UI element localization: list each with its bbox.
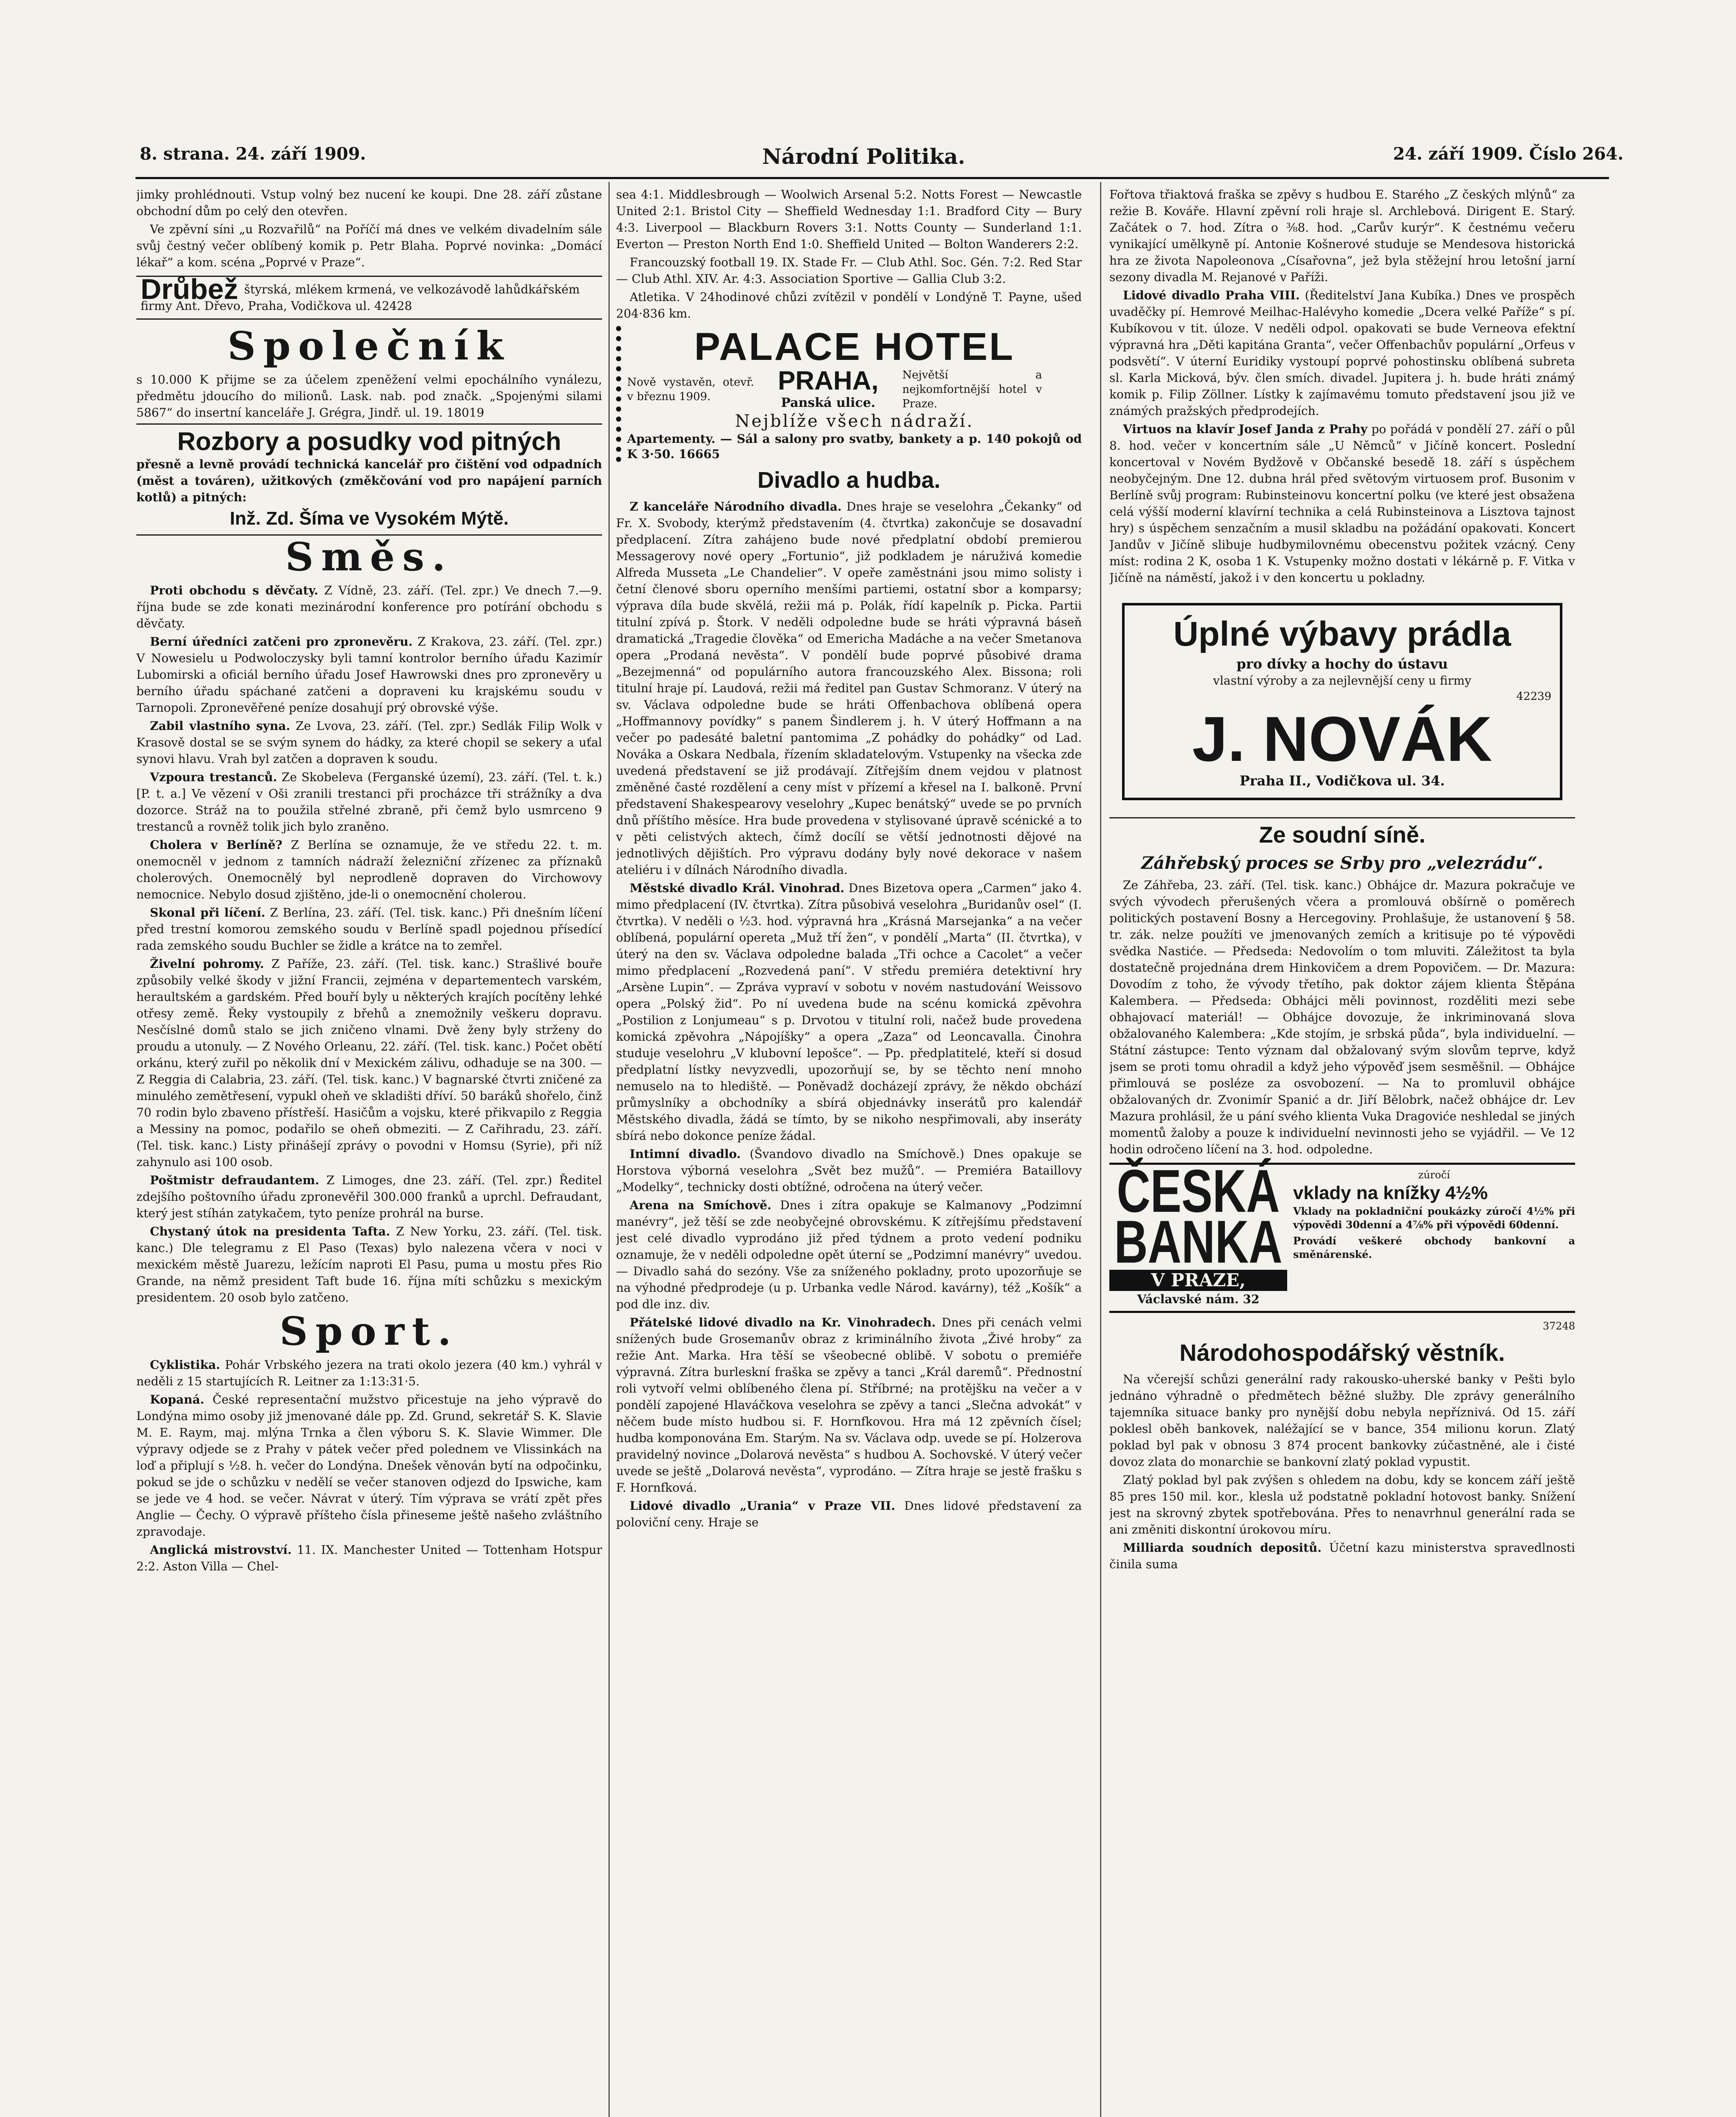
ad-sign: Inž. Zd. Šíma ve Vysokém Mýtě. xyxy=(229,508,509,529)
item-title: Proti obchodu s děvčaty. xyxy=(150,583,318,597)
item-title: Zabil vlastního syna. xyxy=(150,719,290,733)
ad-rozbory xyxy=(136,423,602,530)
item-text: (Švandovo divadlo na Smíchově.) Dnes opakuje se Horstova výborná veselohra „Svět bez mužů“. — Premiéra Bataillovy „Modelky“, technicky dosti obtížné, odročena na úterý večer. xyxy=(616,1147,1082,1194)
item-text: po pořádá v pondělí 27. září o půl 8. hod. večer v koncertním sále „U Němců“ v Jičíně koncert. Poslední koncertoval v Novém Bydžově v Občanské besedě 18. září s úspěchem neobyčejným. Dne 12. dubna hrál před světovým virtuosem prof. Busonim v Berlíně svůj program: Rubinsteinovu koncertní polku (ve které jest obsažena celá výšší moderní klavírní technika a celá Rubinsteinova a Lisztova tajnost hry) s úspěchem senzačním a musil skladbu na požádání opakovati. Koncert Jandův v Jičíně slibuje hudbymilovnému obecenstvu požitek vzácný. Ceny míst: rodina 2 K, osoba 1 K. Vstupenky možno dostati v lékárně p. F. Vitka v Jičíně na náměstí, jakož i v den koncertu u pokladny. xyxy=(1109,422,1575,585)
paragraph: Na včerejší schůzi generální rady rakousko-uherské banky v Pešti bylo jednáno výhradně o předmětech běžné služby. Dle zprávy generálního tajemníka situace banky pro nynější dobu nebyla nepříznivá. Od 15. září poklesl oběh bankovek, naléžající se v bance, 354 milionu korun. Zlatý poklad byl pak v obnosu 3 874 procent bankovky zúčastněné, ale i čisté dovoz zlata do monarchie se bankovní zlatý poklad vypustit. xyxy=(1109,1372,1575,1469)
header-right: 24. září 1909. Číslo 264. xyxy=(1393,144,1624,164)
item-text: Z Berlína se oznamuje, že ve středu 22. t. m. onemocněl v jednom z tamních nádraží železniční zřízenec za příznaků cholerových. Onemocnělý byl neprodleně dopraven do Virchowovy nemocnice. Nebylo dosud zjištěno, jde-li o onemocnění cholerou. xyxy=(136,838,602,901)
ad-text: Vklady na pokladniční poukázky zúročí 4½% při výpovědi 30denní a 4⅞% při výpovědi 60denní. xyxy=(1293,1205,1575,1231)
paragraph: Zlatý poklad byl pak zvýšen s ohledem na dobu, kdy se koncem září ještě 85 pres 150 mil. kor., klesla už podstatně pokladní hotovost banky. Snížení jest na skrovný zbytek spotřebována. Přes to nenavrhnul generální rada se ani změniti diskontní úrokovou míru. xyxy=(1109,1473,1575,1537)
ad-ceska-banka xyxy=(1109,1157,1575,1313)
item-text: Z Krakova, 23. září. (Tel. zpr.) V Nowesielu u Podwoloczysky byli tamní kontrolor berního úřadu Kazimír Lubomirski a oficiál berního úřadu Josef Hawrowski dnes pro zpronevěry u berního úřadu spáchané zatčeni a dopraveni ku krajskému soudu v Tarnopoli. Zpronevěřené peníze dosahují prý obrovské výše. xyxy=(136,635,602,715)
item-text: Z Vídně, 23. září. (Tel. zpr.) Ve dnech 7.—9. října bude se zde konati mezinárodní konference pro potírání obchodu s děvčaty. xyxy=(136,583,602,630)
ad-line: vlastní výroby a za nejlevnější ceny u firmy xyxy=(1213,674,1471,688)
ad-text: přesně a levně provádí technická kancelář pro čištění vod odpadních (měst a továren), užitkových (změkčování vod pro napájení parních kotlů) a pitných: xyxy=(136,457,602,504)
news-item xyxy=(616,1146,1082,1195)
item-title: Z kanceláře Národního divadla. xyxy=(630,500,842,514)
divadlo-list xyxy=(616,498,1082,1531)
smes-list xyxy=(136,582,602,1306)
ad-title: BANKA xyxy=(1114,1208,1283,1276)
ad-rate: vklady na knížky 4½% xyxy=(1293,1183,1488,1203)
item-title: Arena na Smíchově. xyxy=(630,1198,771,1212)
paragraph: Ve zpěvní síni „u Rozvařilů“ na Poříčí má dnes ve velkém divadelním sále svůj čestný večer oblíbený komik p. Petr Blaha. Poprvé novinka: „Domácí lékař“ a kom. scéna „Poprvé v Praze“. xyxy=(136,222,602,269)
item-text: Ze Lvova, 23. září. (Tel. zpr.) Sedlák Filip Wolk v Krasově dostal se se svým synem do hádky, za které chopil se sekery a uťal synovi hlavu. Vrah byl zatčen a dopraven k soudu. xyxy=(136,719,602,766)
item-text: Z Limoges, dne 23. září. (Tel. zpr.) Ředitel zdejšího poštovního úřadu zpronevěřil 300.000 franků a uprchl. Defraudant, který jest stíhán zatykačem, tyto peníze prohrál na burse. xyxy=(136,1173,602,1220)
item-title: Cholera v Berlíně? xyxy=(150,838,282,852)
ad-title: Společník xyxy=(227,323,511,369)
column-2 xyxy=(616,186,1082,1532)
ad-lead: zúročí xyxy=(1418,1169,1450,1181)
item-text: Ze Skobeleva (Ferganské území), 23. září. (Tel. t. k.) [P. t. a.] Ve vězení v Oši zranili trestanci při procházce tři strážníky a dva dozorce. Stráž na to použila střelné zbraně, při čemž bylo usmrceno 9 trestanců a rovněž tolik jich bylo zraněno. xyxy=(136,770,602,834)
news-item xyxy=(136,1172,602,1222)
paragraph xyxy=(1109,421,1575,586)
news-item xyxy=(616,1314,1082,1496)
item-text: Pohár Vrbského jezera na trati okolo jezera (40 km.) vyhrál v neděli z 15 startujících R. Leitner za 1:13:31·5. xyxy=(136,1358,602,1388)
section-divadlo-title: Divadlo a hudba. xyxy=(757,467,941,493)
ad-sub: pro dívky a hochy do ústavu xyxy=(1236,656,1448,672)
item-title: Živelní pohromy. xyxy=(150,957,264,971)
item-title: Městské divadlo Král. Vinohrad. xyxy=(630,881,845,895)
ad-palace-hotel xyxy=(616,326,1082,462)
item-title: Cyklistika. xyxy=(150,1358,220,1372)
paragraph: Fořtova třiaktová fraška se zpěvy s hudbou E. Starého „Z českých mlýnů“ za režie B. Kováře. Hlavní zpěvní roli hraje sl. Archlebová. Dirigent E. Starý. Začátek o 7. hod. Zítra o ⅜8. hod. „Carův kurýr“. K čestnému večeru vynikající umělkyně pí. Antonie Košnerové studuje se Mendesova historická hra ze života Napoleonova „Císařovna“, jež byla stěžejní hrou letošní jarní sezony divadla M. Rejanové v Paříži. xyxy=(1109,188,1575,284)
ad-address: Václavské nám. 32 xyxy=(1137,1292,1260,1306)
section-soud-subtitle: Záhřebský proces se Srby pro „velezrádu“. xyxy=(1141,853,1543,873)
paragraph: Atletika. V 24hodinové chůzi zvítězil v pondělí v Londýně T. Payne, ušed 204·836 km. xyxy=(616,290,1082,321)
paragraph xyxy=(1109,287,1575,419)
ad-title: PALACE HOTEL xyxy=(694,325,1015,368)
item-text: Dnes lidové představení za poloviční ceny. Hraje se xyxy=(616,1499,1082,1529)
ad-bottom: Apartementy. — Sál a salony pro svatby, bankety a p. 140 pokojů od K 3·50. 16665 xyxy=(627,432,1082,461)
item-text: 11. IX. Manchester United — Tottenham Hotspur 2:2. Aston Villa — Chel- xyxy=(136,1543,602,1573)
item-title: Intimní divadlo. xyxy=(630,1147,741,1161)
news-item xyxy=(136,582,602,632)
ad-title: Drůbež xyxy=(141,273,238,305)
paragraph: Ze Záhřeba, 23. září. (Tel. tisk. kanc.) Obhájce dr. Mazura pokračuje ve svých vývodech přerušených včera a promlouvá obšírně o poměrech politických postavení Bosny a Hercegoviny. Prohlašuje, že ustanovení § 58. tr. zák. nelze použíti ve jmenovaných zemích a kritisuje po té výpovědi svědka Nastiće. — Předseda: Nedovolím o tom mluviti. Záležitost ta byla dostatečně projednána drem Hinkovičem a drem Popovičem. — Dr. Mazura: Dovodím z toho, že vývody třetího, pak doktor zájem klienta Štěpána Kalembera. — Předseda: Obhájci měli povinnost, rozděliti mezi sebe obhajovací materiál! — Obhájce dovozuje, že inkriminovaná slova obžalovaného Kalembera: „Kde stojím, je srbská půda“, byla individuelní. — Státní zástupce: Tento význam dal obžalovaný svým slovům teprve, když jsem se proti tomu ohradil a když jeho výpověď jsem sesměšnil. — Obhájce přimlouvá se posléze za osvobození. — Na to promluvil obhájce obžalovaných dr. Zvonimír Spanić a dr. Jiří Bělobrk, načež obhájce dr. Lev Mazura prohlásil, že u pání svého klienta Vuka Dragoviće neshledal se jiných momentů žaloby a pouze k individuelní nevinnosti jeho se vyjádřil. — Ve 12 hodin odročeno líčení na 3. hod. odpoledne. xyxy=(1109,878,1575,1156)
section-smes-title: Směs. xyxy=(136,534,602,578)
ad-novak xyxy=(1122,603,1562,800)
item-title: Chystaný útok na presidenta Tafta. xyxy=(150,1224,390,1238)
ad-city: PRAHA, xyxy=(778,366,879,395)
ad-number: 37248 xyxy=(1542,1320,1575,1332)
header-rule xyxy=(135,177,1609,179)
item-text: Dnes Bizetova opera „Carmen“ jako 4. mimo předplacení (IV. čtvrtka). Zítra působivá veselohra „Buridanův osel“ (I. čtvrtka). V neděli o ½3. hod. výpravná hra „Krásná Marsejanka“ a na večer oblíbená, populární opereta „Muž tří žen“, v pondělí „Marta“ (II. čtvrtka), v úterý na den sv. Václava odpoledne balada „Tři ochce a Cacolet“ a večer mimo předplacení „Rozvedená paní“. V středu premiéra detektivní hry „Arsène Lupin“. — Zpráva vypraví v sobotu v novém nastudování Weissovo opera „Polský žid“. Po ní uvedena bude na scénu komická zpěvohra „Postilion z Lonjumeau“ s p. Drvotou v titulní roli, načež bude provedena komická zpěvohra „Nápojíšky“ a opera „Zaza“ od Leoncavalla. Činohra studuje veselohru „V klubovní lepošce“. — Pp. předplatitelé, kteří si dosud předplatní lístky nevyzvedli, upozorňují se, by se těchto není mnoho nemuselo na to hlediště. — Poněvadž docházejí zprávy, že někdo obchází průmyslníky a obchodníky a sbírá objednávky inserátů pro kalendář Městského divadla, žádá se tímto, by se nikoho nespřimovali, aby inseráty sbírá nebo dokonce peníze žádal. xyxy=(616,881,1082,1143)
item-text: Z New Yorku, 23. září. (Tel. tisk. kanc.) Dle telegramu z El Paso (Texas) bylo nalezena včera v noci v mexickém městě Juarezu, ležícím naproti El Pasu, puma u mostu přes Rio Grande, na němž president Taft bude 16. října míti schůzku s mexickým presidentem. 20 osob bylo zatčeno. xyxy=(136,1224,602,1304)
ad-text: s 10.000 K přijme se za účelem zpeněžení velmi epochálního vynálezu, předmětu jdoucího do milionů. Lask. nab. pod značk. „Spojenými silami 5867“ do insertní kanceláře J. Grégra, Jindř. ul. 19. 18019 xyxy=(136,373,602,420)
news-item xyxy=(136,956,602,1170)
news-item xyxy=(136,1357,602,1390)
news-item xyxy=(616,1197,1082,1313)
item-title: Poštmistr defraudantem. xyxy=(150,1173,319,1187)
news-item xyxy=(616,1498,1082,1531)
item-text: Dnes při cenách velmi snížených bude Grosemanův obraz z kriminálního života „Živé hroby“ za režie Ant. Marka. Hra těší se všeobecné oblibě. V sobotu o premiéře výpravná. Zítra burleskní fraška se zpěvy a tanci „Král daremů“. Přednostní roli vytvoří velmi oblíbeného člena pí. Stříbrné; na protějšku na večer a v pondělí zapojené Hlaváčkova veselohra se zpěvy a tanci „Slečna advokát“ v něčem bude místo hudbou si. F. Hornfkovou. Hra má 12 zpěvních čísel; hudba komponována Em. Starým. Na sv. Václava odp. uvede se pí. Holzerova pravidelný novince „Dolarová nevěsta“ s hudbou A. Sochovské. V úterý večer uvede se ještě „Dolarová nevěsta“, vyprodáno. — Zítra hraje se jestě frašku s F. Hornfková. xyxy=(616,1316,1082,1495)
ad-drubez xyxy=(136,273,602,320)
ad-text: Nově vystavěn, otevř. v březnu 1909. xyxy=(627,376,754,403)
column-divider xyxy=(608,182,610,2117)
section-vestnik-title: Národohospodářský věstník. xyxy=(1179,1339,1505,1366)
item-title: Vzpoura trestanců. xyxy=(150,770,277,784)
news-item xyxy=(136,633,602,716)
news-item xyxy=(136,1542,602,1575)
item-text: České representační mužstvo přicestuje na jeho výpravě do Londýna mimo osoby již jmenované dále pp. Zd. Grund, sekretář S. K. Slavie M. E. Raym, maj. mlýna Trnka a člen výboru S. K. Slavie Wimmer. Dle výpravy odjede se z Prahy v pátek večer před polednem ve Vlissinkách na loď a připlují s ½8. h. večer do Londýna. Dnešek věnován bytí na odpočinku, pokud se jde o schůzku v nedělí se večer stanoven odjezd do Ipswiche, kam se jede ve 4 hod. se večer. Návrat v úterý. Tím výprava se vrátí zpět přes Anglie — Čechy. O výpravě příšteho čísla přineseme ještě našeho zvláštního zpravodaje. xyxy=(136,1393,602,1539)
sport-list xyxy=(136,1357,602,1575)
ad-name: J. NOVÁK xyxy=(1192,703,1493,774)
column-1 xyxy=(136,186,602,1576)
ad-number: 42239 xyxy=(1516,690,1551,703)
header-title: Národní Politika. xyxy=(762,144,965,169)
item-text: Z Berlína, 23. září. (Tel. tisk. kanc.) Při dnešním líčení před trestní komorou zemského soudu v Berlíně spadl pojednou přísedící rada zemského soudu Buchler se židle a krátce na to zemřel. xyxy=(136,906,602,953)
ad-text: štyrská, mlékem krmená, ve velkozávodě lahůdkářském firmy Ant. Dřevo, Praha, Vodičkova ul. 42428 xyxy=(141,282,580,313)
news-item xyxy=(136,1391,602,1540)
news-item xyxy=(136,837,602,903)
ad-text: Největší a nejkomfortnější hotel v Praze. xyxy=(902,368,1042,410)
item-text: Účetní kazu ministerstva spravedlnosti činila suma xyxy=(1109,1541,1575,1571)
column-divider xyxy=(1100,182,1101,2117)
item-title: Přátelské lidové divadlo na Kr. Vinohradech. xyxy=(630,1316,936,1329)
item-text: Dnes i zítra opakuje se Kalmanovy „Podzimní manévry“, jež těší se zde neobyčejné obrovskému. K zítřejšímu představení jest celé divadlo vyprodáno již před týdnem a proto vedení podniku oznamuje, že v neděli odpoledne opět úterní se „Podzimní manévry“ uvedou. — Divadlo sahá do sezóny. Vše za sníženého pokladny, proto upozorňuje se na výhodné předprodeje (u p. Urbanka vedle Národ. kavárny), též „Košík“ a pod dle inz. div. xyxy=(616,1198,1082,1311)
section-soud-title: Ze soudní síně. xyxy=(1109,817,1575,848)
ad-street: Panská ulice. xyxy=(781,395,876,410)
ad-tail: Provádí veškeré obchody bankovní a směnárenské. xyxy=(1293,1235,1575,1260)
ad-title: Úplné výbavy prádla xyxy=(1173,615,1511,653)
item-title: Skonal při líčení. xyxy=(150,906,265,920)
column-3 xyxy=(1109,186,1575,1574)
item-text: Dnes hraje se veselohra „Čekanky“ od Fr. X. Svobody, kterýmž představením (4. čtvrtka) zakončuje se dosavadní předplacení. Zítra zahájeno bude nové předplatní období premierou Messagerovy nové opery „Fortunio“, již podkladem je náruživá komedie Alfreda Musseta „Le Chandelier“. V opeře zaměstnáni jsou mimo solisty i četní členové sboru operního menšími partiemi, ostatní sbor a komparsy; výprava díla bude skvělá, režii má p. Polák, řídí kapelník p. Picka. Partii titulní zpívá p. Štork. V neděli odpoledne bude se hráti výpravná báseň dramatická „Tragedie člověka“ od Emericha Madáche a na večer Smetanova opera „Prodaná nevěsta“. V pondělí bude poprvé působivé drama „Bezejmenná“ od populárního autora francouzského Alex. Bissona; roli titulní hraje pí. Laudová, režii má ředitel pan Gustav Schmoranz. V úterý na sv. Václava odpoledne bude se hráti Offenbachova oblíbená opera „Hoffmannovy povídky“ s panem Šindlerem j. h. V úterý Hoffmann a na večer po padesáté baletní pantomima „Z pohádky do pohádky“ od Lad. Nováka a Oskara Nedbala, řízením skladatelovým. Vstupenky na všecka zde uvedená představení se již prodávají. Zítřejším dnem vejdou v platnost změněné časté rozdělení a ceny míst v přízemí a křesel na I. balkoně. První představení Shakespearovy veselohry „Kupec benátský“ uvede se po prvních dnů příštího měsíce. Hra bude provedena v stylisované úpravě scénické a to v pěti celistvých aktech, čímž docílí se větší jednotnosti dějové na jednotlivých dějištích. Pro výpravu dodány byly nové dekorace v našem ateliéru i v dílnách Národního divadla. xyxy=(616,500,1082,877)
ad-address: Praha II., Vodičkova ul. 34. xyxy=(1239,773,1445,789)
item-text: (Ředitelství Jana Kubíka.) Dnes ve prospěch uvaděčky pí. Hemrové Meilhac-Halévyho komedie „Dcera velké Paříže“ s pí. Kubíkovou v tit. úloze. V neděli odpol. opakovati se bude Verneova efektní výpravná hra „Děti kapitána Granta“, večer Offenbachův populární „Orfeus v podsvětí“. V úterní Euridiky vystoupí poprvé pohostinsku oblíbená subreta sl. Karla Micková, býv. člen smích. divadel. Jupitera j. h. bude hráti známý komik p. Filip Zöllner. Lístky k zajímavému tomuto představení jsou již ve známých pražských předprodejích. xyxy=(1109,288,1575,418)
paragraph: sea 4:1. Middlesbrough — Woolwich Arsenal 5:2. Notts Forest — Newcastle United 2:1. Bristol City — Sheffield Wednesday 1:1. Bradford City — Bury 4:3. Liverpool — Blackburn Rovers 3:1. Notts County — Sunderland 1:1. Everton — Preston North End 1:0. Sheffield United — Bolton Wanderers 2:2. xyxy=(616,188,1082,251)
paragraph: Francouzský football 19. IX. Stade Fr. — Club Athl. Soc. Gén. 7:2. Red Star — Club Athl. XIV. Ar. 4:3. Association Sportive — Gallia Club 3:2. xyxy=(616,255,1082,286)
item-title: Kopaná. xyxy=(150,1393,205,1407)
item-text: Z Paříže, 23. září. (Tel. tisk. kanc.) Strašlivé bouře způsobily velké škody v jižní Francii, zejména v departementech varském, heraultském a gardském. Před bouří byly u některých krajích pocítěny lehké otřesy země. Řeky vystoupily z břehů a znemožnily veškeru dopravu. Nesčíslné domů stalo se jich zničeno vlnami. Dvě ženy byly strženy do proudu a utonuly. — Z Nového Orleanu, 22. září. (Tel. tisk. kanc.) Počet obětí orkánu, který zuřil po několik dní v Mexickém zálivu, odhaduje se na 300. — Z Reggia di Calabria, 23. září. (Tel. tisk. kanc.) V bagnarské čtvrti zničené za minulého zemětřesení, vypukl oheň ve skladišti dříví. 50 baráků shořelo, činž 70 rodin bylo zbaveno přístřeší. Hasičům a vojsku, které přikvapilo z Reggia a Messiny na pomoc, podařilo se oheň obmeziti. — Z Cařihradu, 23. září. (Tel. tisk. kanc.) Listy přinášejí zprávy o povodni v Homsu (Syrie), při níž zahynulo asi 100 osob. xyxy=(136,957,602,1169)
item-title: Milliarda soudních depositů. xyxy=(1123,1541,1322,1555)
item-title: Virtuos na klavír Josef Janda z Prahy xyxy=(1123,422,1368,436)
paragraph: jimky prohlédnouti. Vstup volný bez nucení ke koupi. Dne 28. září zůstane obchodní dům po celý den otevřen. xyxy=(136,188,602,218)
news-item xyxy=(136,904,602,954)
news-item xyxy=(136,1223,602,1306)
ad-city: V PRAZE, xyxy=(1109,1270,1287,1291)
paragraph xyxy=(1109,1539,1575,1573)
item-title: Anglická mistrovství. xyxy=(150,1543,292,1557)
ad-spolecnik xyxy=(136,325,602,421)
news-item xyxy=(616,498,1082,878)
section-sport-title: Sport. xyxy=(279,1308,459,1354)
ad-title: ČESKÁ xyxy=(1117,1157,1280,1225)
item-title: Lidové divadlo Praha VIII. xyxy=(1123,288,1300,302)
news-item xyxy=(136,718,602,767)
ad-near: Nejblíže všech nádraží. xyxy=(735,412,974,431)
news-item xyxy=(616,880,1082,1144)
item-title: Lidové divadlo „Urania“ v Praze VII. xyxy=(630,1499,896,1513)
header-left: 8. strana. 24. září 1909. xyxy=(140,144,366,164)
ad-title: Rozbory a posudky vod pitných xyxy=(177,427,561,456)
item-title: Berní úředníci zatčeni pro zpronevěru. xyxy=(150,635,413,649)
news-item xyxy=(136,769,602,835)
